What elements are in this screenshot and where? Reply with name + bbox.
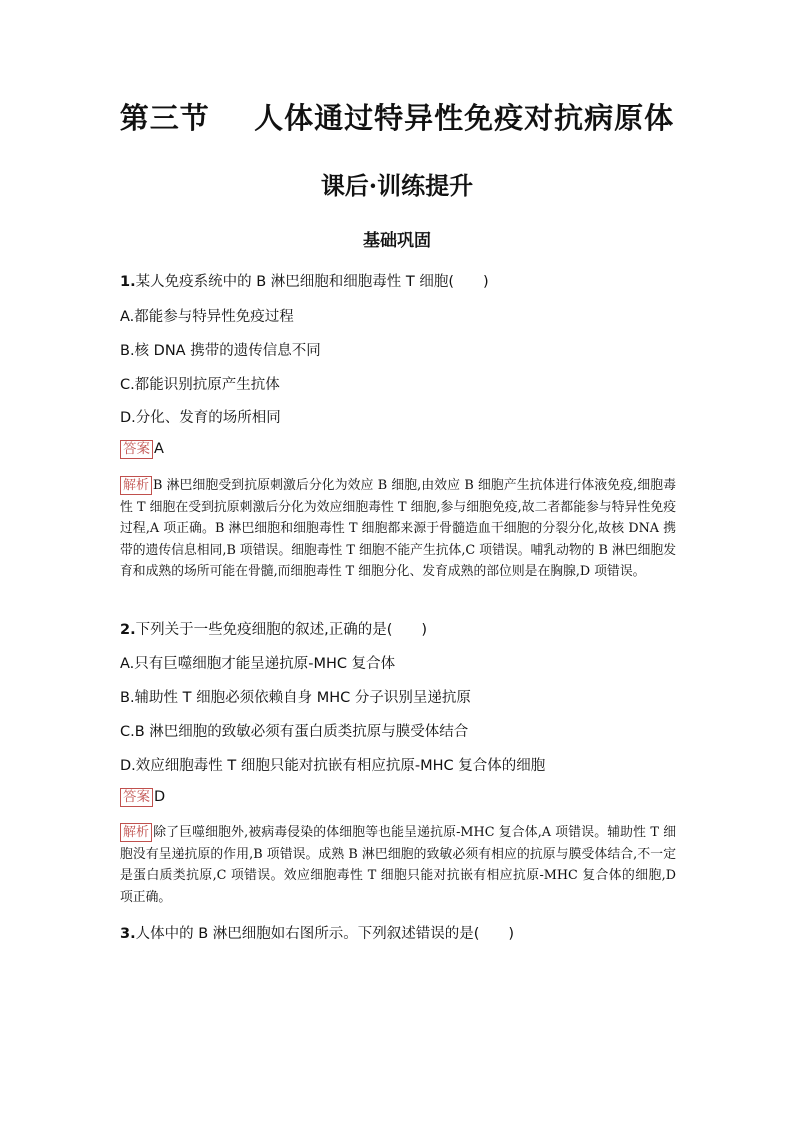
question-1-stem (120, 270, 489, 291)
section-heading: 基础巩固 (363, 231, 431, 251)
explanation-tag: 解析 (120, 823, 152, 842)
question-number: 3. (120, 926, 136, 942)
question-1-explanation (120, 475, 676, 583)
answer-value: D (154, 789, 166, 805)
question-2-option-d: D.效应细胞毒性 T 细胞只能对抗嵌有相应抗原-MHC 复合体的细胞 (120, 758, 546, 774)
question-text: 某人免疫系统中的 B 淋巴细胞和细胞毒性 T 细胞( ) (135, 274, 489, 290)
answer-value: A (154, 441, 164, 457)
answer-tag: 答案 (120, 440, 153, 459)
explanation-text: 除了巨噬细胞外,被病毒侵染的体细胞等也能呈递抗原-MHC 复合体,A 项错误。辅助性 T 细胞没有呈递抗原的作用,B 项错误。成熟 B 淋巴细胞的致敏必须有相应的抗原与膜受体结合,不一定是蛋白质类抗原,C 项错误。效应细胞毒性 T 细胞只能对抗嵌有相应抗原-MHC 复合体的细胞,D 项正确。 (120, 825, 676, 905)
question-1-option-c: C.都能识别抗原产生抗体 (120, 377, 280, 393)
page-title: 第三节 人体通过特异性免疫对抗病原体 (119, 101, 675, 135)
question-1-option-d: D.分化、发育的场所相同 (120, 410, 281, 426)
question-number: 1. (120, 274, 136, 290)
question-2-stem (120, 618, 427, 639)
page-subtitle: 课后·训练提升 (320, 171, 474, 200)
question-3-stem (120, 922, 514, 943)
question-2-option-b: B.辅助性 T 细胞必须依赖自身 MHC 分子识别呈递抗原 (120, 690, 471, 706)
answer-tag: 答案 (120, 788, 153, 807)
question-text: 下列关于一些免疫细胞的叙述,正确的是( ) (135, 622, 428, 638)
question-2-option-c: C.B 淋巴细胞的致敏必须有蛋白质类抗原与膜受体结合 (120, 724, 469, 740)
question-2-explanation (120, 822, 676, 908)
question-1-option-a: A.都能参与特异性免疫过程 (120, 309, 294, 325)
question-text: 人体中的 B 淋巴细胞如右图所示。下列叙述错误的是( ) (135, 926, 515, 942)
explanation-tag: 解析 (120, 476, 152, 495)
question-2-answer (120, 788, 165, 807)
question-1-option-b: B.核 DNA 携带的遗传信息不同 (120, 343, 321, 359)
question-2-option-a: A.只有巨噬细胞才能呈递抗原-MHC 复合体 (120, 656, 396, 672)
question-1-answer (120, 440, 164, 459)
question-number: 2. (120, 622, 136, 638)
explanation-text: B 淋巴细胞受到抗原刺激后分化为效应 B 细胞,由效应 B 细胞产生抗体进行体液免疫,细胞毒性 T 细胞在受到抗原刺激后分化为效应细胞毒性 T 细胞,参与细胞免疫,故二者都能参与特异性免疫过程,A 项正确。B 淋巴细胞和细胞毒性 T 细胞都来源于骨髓造血干细胞的分裂分化,故核 DNA 携带的遗传信息相同,B 项错误。细胞毒性 T 细胞不能产生抗体,C 项错误。哺乳动物的 B 淋巴细胞发育和成熟的场所可能在骨髓,而细胞毒性 T 细胞分化、发育成熟的部位则是在胸腺,D 项错误。 (120, 478, 676, 579)
